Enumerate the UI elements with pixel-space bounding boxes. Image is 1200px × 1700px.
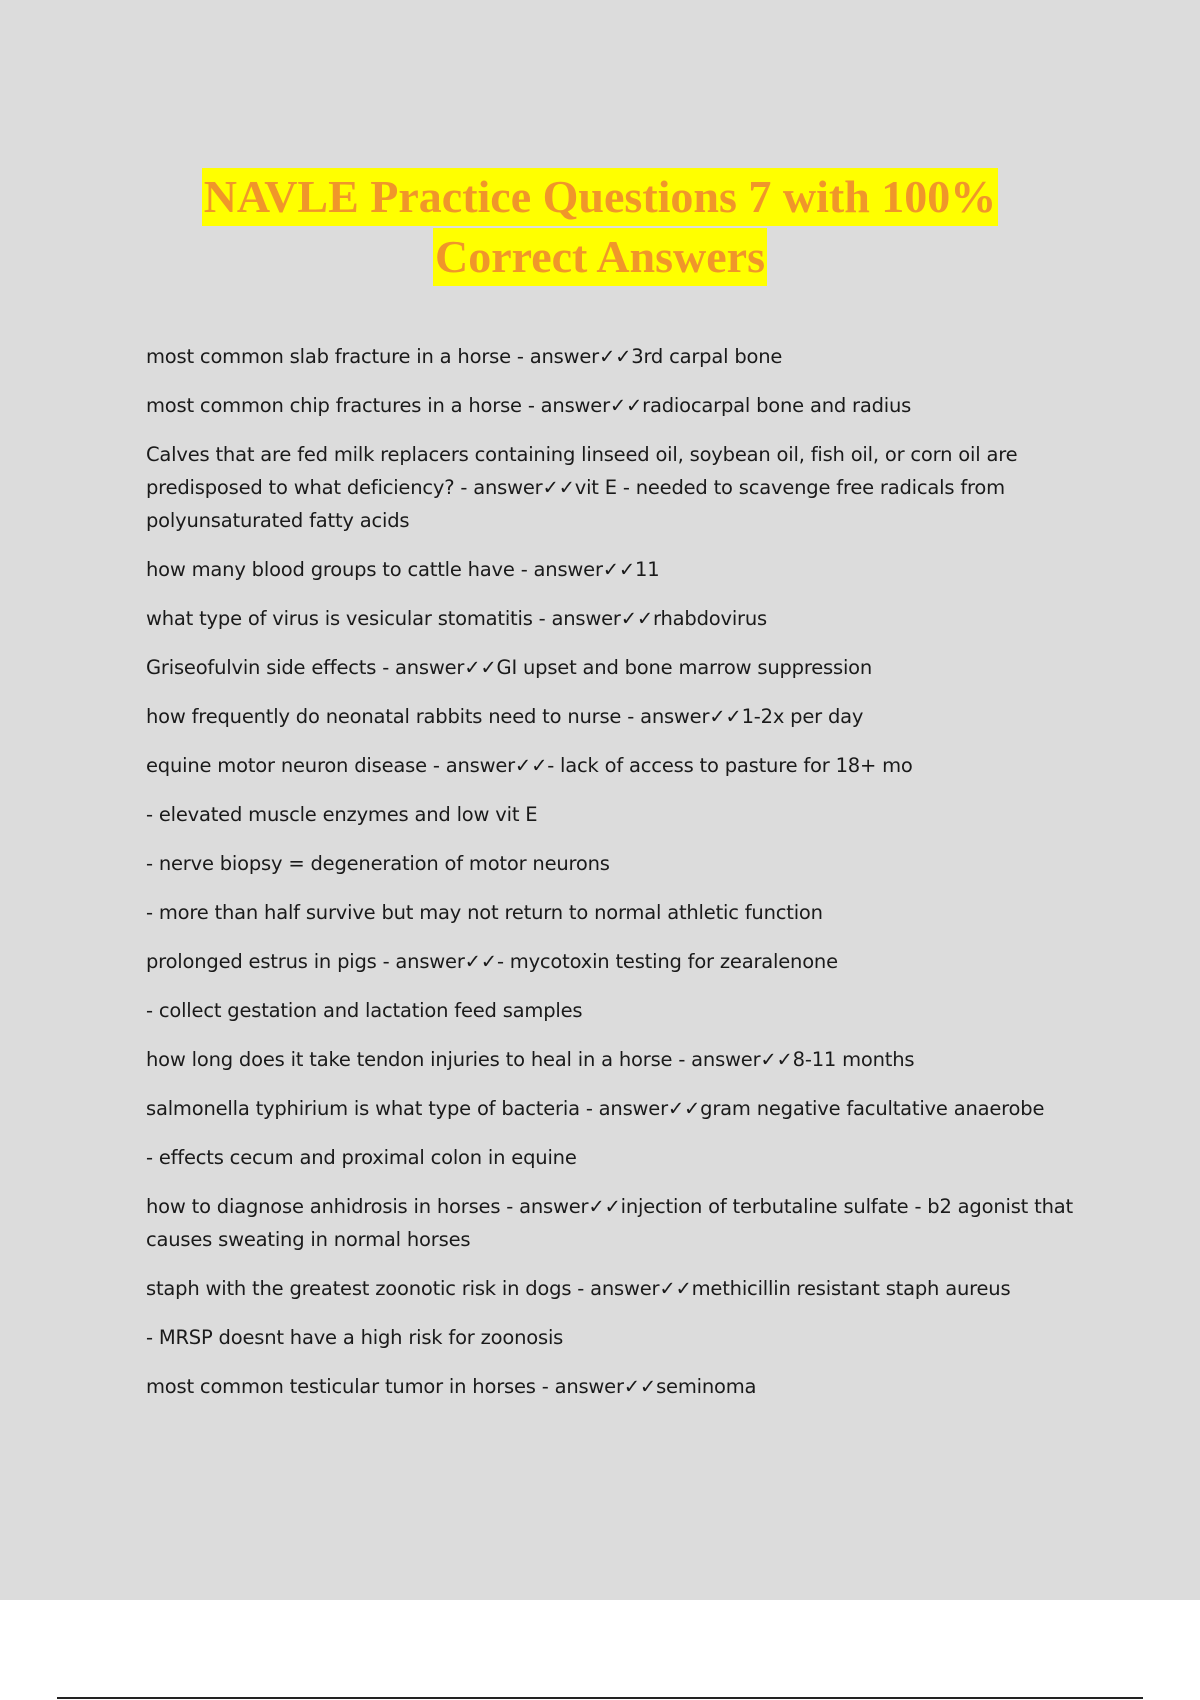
- qa-item-salmonella: salmonella typhirium is what type of bacteria - answer✓✓gram negative facultative anaerobe: [146, 1097, 1045, 1120]
- title-line-2: Correct Answers: [433, 228, 767, 286]
- qa-item-motor-neuron: equine motor neuron disease - answer✓✓- lack of access to pasture for 18+ mo: [146, 754, 913, 777]
- qa-item-nerve-biopsy: - nerve biopsy = degeneration of motor neurons: [146, 852, 610, 875]
- qa-item-tendon-healing: how long does it take tendon injuries to heal in a horse - answer✓✓8-11 months: [146, 1048, 915, 1071]
- qa-item-neonatal-rabbits: how frequently do neonatal rabbits need to nurse - answer✓✓1-2x per day: [146, 705, 864, 728]
- qa-item-slab-fracture: most common slab fracture in a horse - answer✓✓3rd carpal bone: [146, 345, 783, 368]
- qa-item-calves-deficiency: Calves that are fed milk replacers containing linseed oil, soybean oil, fish oil, or corn oil are predisposed to what deficiency? - answer✓✓vit E - needed to scavenge free radicals from polyunsaturated fatty acids: [146, 443, 1018, 532]
- qa-item-vesicular-stomatitis: what type of virus is vesicular stomatitis - answer✓✓rhabdovirus: [146, 607, 767, 630]
- qa-item-blood-groups: how many blood groups to cattle have - answer✓✓11: [146, 558, 660, 581]
- title-line-1: NAVLE Practice Questions 7 with 100%: [202, 168, 999, 226]
- qa-item-chip-fractures: most common chip fractures in a horse - answer✓✓radiocarpal bone and radius: [146, 394, 912, 417]
- qa-item-mrsp: - MRSP doesnt have a high risk for zoonosis: [146, 1326, 564, 1349]
- qa-list: [146, 340, 1081, 1419]
- qa-item-survival: - more than half survive but may not return to normal athletic function: [146, 901, 823, 924]
- qa-item-prolonged-estrus: prolonged estrus in pigs - answer✓✓- mycotoxin testing for zearalenone: [146, 950, 838, 973]
- qa-item-muscle-enzymes: - elevated muscle enzymes and low vit E: [146, 803, 538, 826]
- qa-item-cecum-colon: - effects cecum and proximal colon in equine: [146, 1146, 577, 1169]
- qa-item-testicular-tumor: most common testicular tumor in horses - answer✓✓seminoma: [146, 1375, 757, 1398]
- document-title: [0, 168, 1200, 286]
- qa-item-feed-samples: - collect gestation and lactation feed samples: [146, 999, 583, 1022]
- qa-item-staph-zoonotic: staph with the greatest zoonotic risk in dogs - answer✓✓methicillin resistant staph aureus: [146, 1277, 1011, 1300]
- qa-item-anhidrosis: how to diagnose anhidrosis in horses - answer✓✓injection of terbutaline sulfate - b2 agonist that causes sweating in normal horses: [146, 1195, 1073, 1251]
- footer-divider: [57, 1697, 1143, 1699]
- qa-item-griseofulvin: Griseofulvin side effects - answer✓✓GI upset and bone marrow suppression: [146, 656, 873, 679]
